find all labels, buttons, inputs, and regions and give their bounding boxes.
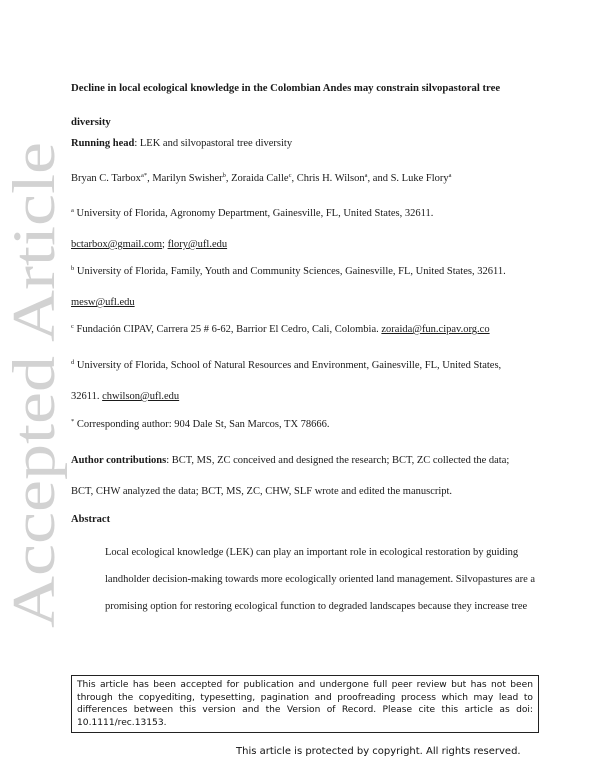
author-affiliation-mark: a (364, 172, 368, 179)
author-affiliation-mark: c (288, 172, 292, 179)
affiliation-text: University of Florida, Agronomy Department, Gainesville, FL, United States, 32611. (73, 208, 434, 219)
corresponding-text: Corresponding author: 904 Dale St, San Marcos, TX 78666. (74, 419, 330, 430)
author-affiliation-mark: a* (140, 172, 148, 179)
paper-title: Decline in local ecological knowledge in the Colombian Andes may constrain silvopastoral tree diversity (71, 82, 501, 128)
affiliation-d (71, 359, 541, 403)
author-name: S. Luke Flory (390, 173, 449, 184)
email-link[interactable]: zoraida@fun.cipav.org.co (381, 324, 490, 335)
author-name: Chris H. Wilson (296, 173, 365, 184)
watermark-text: Accepted Article (1, 223, 67, 628)
affiliation-b (71, 265, 541, 309)
copyright-footer: This article is protected by copyright. All rights reserved. (236, 746, 521, 757)
author-separator: , (291, 173, 297, 184)
affiliation-c (71, 323, 541, 336)
affiliation-a (71, 207, 541, 251)
email-link[interactable]: flory@ufl.edu (167, 239, 228, 250)
affiliation-mark: d (71, 359, 75, 366)
email-link[interactable]: mesw@ufl.edu (71, 297, 135, 308)
corresponding-mark: * (71, 418, 75, 425)
author-separator: , and (367, 173, 391, 184)
running-head-text: : LEK and silvopastoral tree diversity (134, 138, 293, 149)
author-separator: , (225, 173, 232, 184)
contributions-text: : BCT, MS, ZC conceived and designed the research; BCT, ZC collected the data; (166, 455, 510, 466)
affiliation-text: Fundación CIPAV, Carrera 25 # 6-62, Barrior El Cedro, Cali, Colombia. (73, 324, 379, 335)
abstract-text: Local ecological knowledge (LEK) can play an important role in ecological restoration by guiding landholder decision-making towards more ecologically oriented land management. Silvopastures are a promising option for restoring ecological function to degraded landscapes because they increase tree (105, 547, 536, 612)
email-link[interactable]: chwilson@ufl.edu (102, 391, 180, 402)
running-head-label: Running head (71, 138, 135, 149)
affiliation-text: University of Florida, School of Natural Resources and Environment, Gainesville, FL, United States, (74, 360, 502, 371)
email-separator: ; (162, 239, 168, 250)
affiliation-mark: b (71, 265, 75, 272)
author-name: Zoraida Calle (231, 173, 289, 184)
author-affiliation-mark: b (222, 172, 226, 179)
author-affiliation-mark: a (448, 172, 452, 179)
accepted-article-watermark (1, 140, 67, 630)
email-link[interactable]: bctarbox@gmail.com (71, 239, 163, 250)
affiliation-mark: c (71, 323, 74, 330)
affiliation-text: University of Florida, Family, Youth and Community Sciences, Gainesville, FL, United States, 32611. (74, 266, 506, 277)
author-contributions (71, 454, 541, 498)
acceptance-notice: This article has been accepted for publication and undergone full peer review but has not been through the copyediting, typesetting, pagination and proofreading process which may lead to differences between this version and the Version of Record. Please cite this article as doi: 10.1111/rec.13153. (71, 675, 539, 733)
affiliation-postcode: 32611. (71, 391, 100, 402)
contributions-label: Author contributions (71, 455, 167, 466)
abstract-heading: Abstract (71, 514, 111, 525)
running-head (71, 137, 541, 150)
author-name: Marilyn Swisher (152, 173, 223, 184)
author-list (71, 172, 541, 185)
author-separator: , (147, 173, 153, 184)
author-name: Bryan C. Tarbox (71, 173, 141, 184)
contributions-text: BCT, CHW analyzed the data; BCT, MS, ZC, CHW, SLF wrote and edited the manuscript. (71, 486, 453, 497)
affiliation-mark: a (71, 207, 74, 214)
corresponding-author (71, 418, 541, 431)
